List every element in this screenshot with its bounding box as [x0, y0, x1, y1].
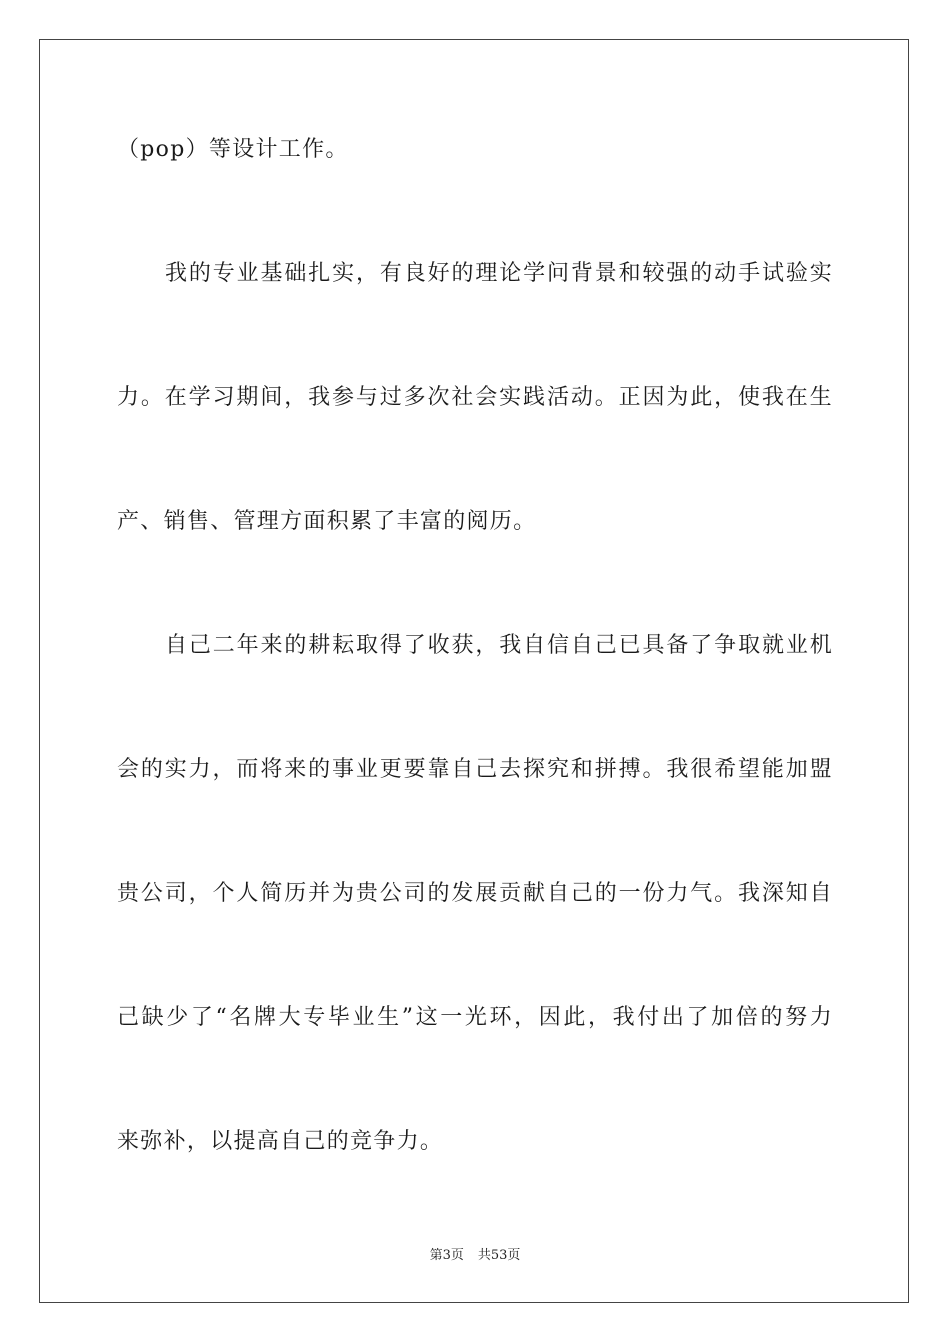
text-line-9: 来弥补，以提高自己的竞争力。	[117, 1129, 444, 1154]
page-border	[39, 39, 909, 1303]
text-line-1: （pop）等设计工作。	[117, 137, 349, 162]
text-line-7: 贵公司，个人简历并为贵公司的发展贡献自己的一份力气。我深知自	[117, 881, 833, 906]
text-line-5: 自己二年来的耕耘取得了收获，我自信自己已具备了争取就业机	[165, 633, 833, 658]
text-line-8: 己缺少了“名牌大专毕业生”这一光环，因此，我付出了加倍的努力	[117, 1005, 833, 1030]
text-line-2: 我的专业基础扎实，有良好的理论学问背景和较强的动手试验实	[165, 261, 833, 286]
page-number: 第3页	[429, 1248, 464, 1263]
text-line-6: 会的实力，而将来的事业更要靠自己去探究和拼搏。我很希望能加盟	[117, 757, 833, 782]
text-line-4: 产、销售、管理方面积累了丰富的阅历。	[117, 509, 537, 534]
page-total: 共53页	[477, 1248, 521, 1263]
text-line-3: 力。在学习期间，我参与过多次社会实践活动。正因为此，使我在生	[117, 385, 833, 410]
page-footer	[0, 1247, 950, 1265]
